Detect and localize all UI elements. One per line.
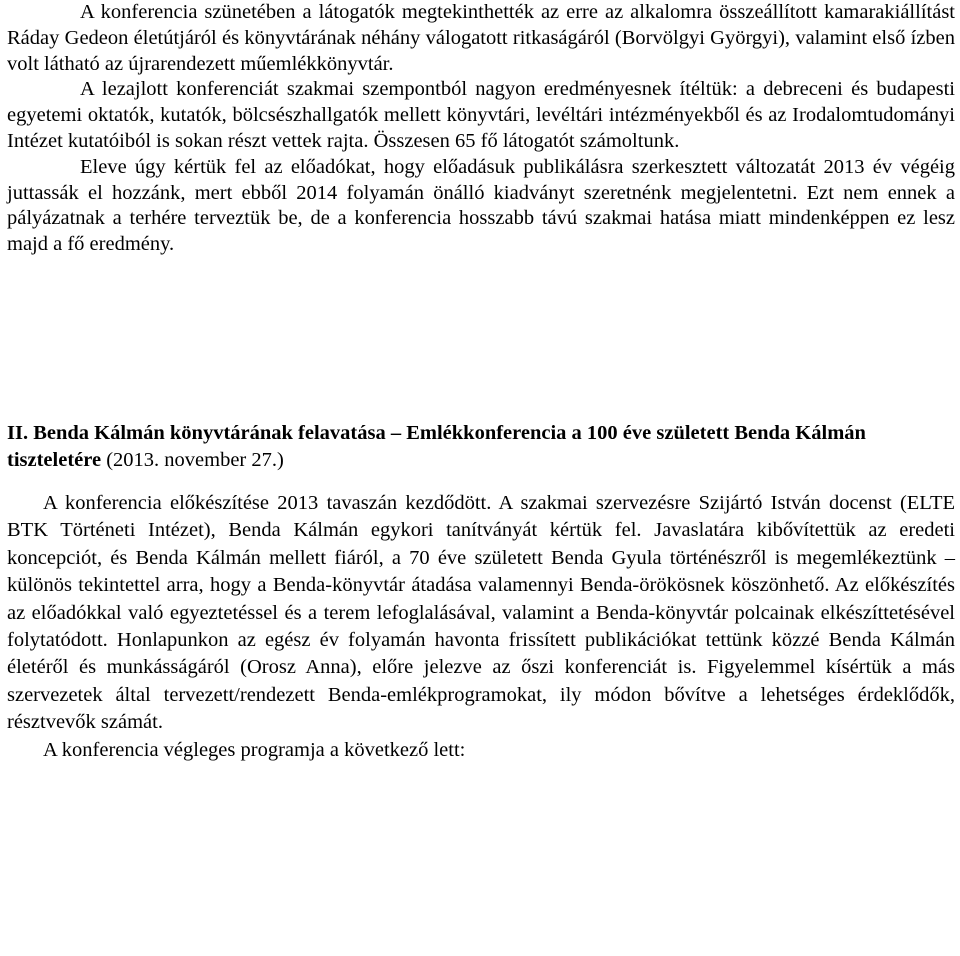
paragraph-program-intro: A konferencia végleges programja a következő lett: — [43, 738, 466, 761]
paragraph-publication-plan: Eleve úgy kértük fel az előadókat, hogy előadásuk publikálásra szerkesztett változatát 2013 év végéig juttassák el hozzánk, mert ebből 2014 folyamán önálló kiadványt szeretnénk megjelentetni. Ezt nem ennek a pályázatnak a terhére terveztük be, de a konferencia hosszabb távú szakmai hatása miatt mindenképpen ez lesz majd a fő eredmény. — [7, 155, 955, 256]
section-heading-title: II. Benda Kálmán könyvtárának felavatása – Emlékkonferencia a 100 éve született Benda Kálmán tiszteletére — [7, 421, 866, 471]
paragraph-conference-result: A lezajlott konferenciát szakmai szempontból nagyon eredményesnek ítéltük: a debreceni és budapesti egyetemi oktatók, kutatók, bölcsészhallgatók mellett könyvtári, levéltári intézményekből és az Irodalomtudományi Intézet kutatóiból is sokan részt vettek rajta. Összesen 65 fő látogatót számoltunk. — [7, 78, 955, 152]
section-spacer — [7, 258, 955, 420]
paragraph-exhibition: A konferencia szünetében a látogatók megtekinthették az erre az alkalomra összeállított kamarakiállítást Ráday Gedeon életútjáról és könyvtárának néhány válogatott ritkaságáról (Borvölgyi Györgyi), valamint első ízben volt látható az újrarendezett műemlékkönyvtár. — [7, 1, 955, 75]
section-heading-date: (2013. november 27.) — [101, 448, 284, 471]
paragraph-preparation: A konferencia előkészítése 2013 tavaszán kezdődött. A szakmai szervezésre Szijártó István docenst (ELTE BTK Történeti Intézet), Benda Kálmán egykori tanítványát kértük fel. Javaslatára kibővítettük az eredeti koncepciót, és Benda Kálmán mellett fiáról, a 70 éve született Benda Gyula történészről is megemlékeztünk – különös tekintettel arra, hogy a Benda-könyvtár átadása valamennyi Benda-örökösnek köszönhető. Az előkészítés az előadókkal való egyeztetéssel és a terem lefoglalásával, valamint a Benda-könyvtár polcainak elkészíttetésével folytatódott. Honlapunkon az egész év folyamán havonta frissített publikációkat tettünk közzé Benda Kálmán életéről és munkásságáról (Orosz Anna), előre jelezve az őszi konferenciát is. Figyelemmel kísértük a más szervezetek által tervezett/rendezett Benda-emlékprogramokat, ily módon bővítve a lehetséges érdeklődők, résztvevők számát. — [7, 491, 955, 734]
document-page — [7, 0, 955, 764]
heading-spacer — [7, 474, 955, 490]
section-heading — [7, 420, 955, 474]
